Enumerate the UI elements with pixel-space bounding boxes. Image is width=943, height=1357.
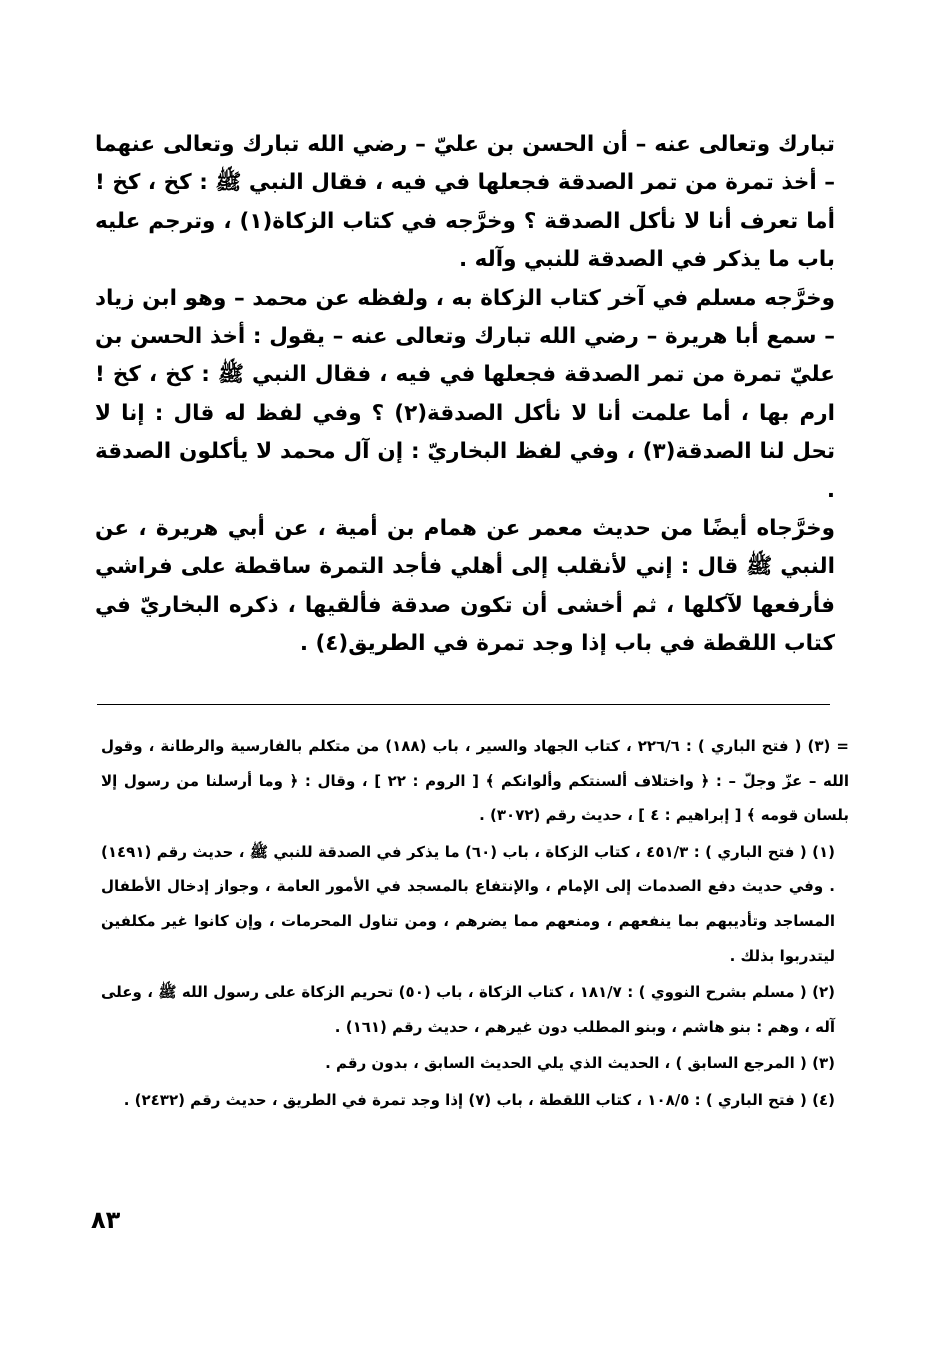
footnote: (١) ( فتح الباري ) : ٤٥١/٣ ، كتاب الزكاة ، باب (٦٠) ما يذكر في الصدقة للنبي ﷺ ، حديث رقم (١٤٩١) . وفي حديث دفع الصدمات إلى الإمام ، والإنتفاع بالمسجد في الأمور العامة ، وجواز إدخال الأطفال المساجد وتأديبهم بما ينفعهم ، ومنعهم مما يضرهم ، ومن تناول المحرمات ، وإن كانوا غير مكلفين ليتدربوا بذلك . bbox=[101, 842, 835, 965]
footnote: (٣) ( المرجع السابق ) ، الحديث الذي يلي الحديث السابق ، بدون رقم . bbox=[325, 1054, 835, 1073]
footnotes bbox=[101, 729, 849, 1118]
footnote: = (٣) ( فتح الباري ) : ٢٢٦/٦ ، كتاب الجهاد والسير ، باب (١٨٨) من متكلم بالفارسية والرطانة ، وقول الله – عزّ وجلّ – : ﴿ واختلاف ألسنتكم وألوانكم ﴾ [ الروم : ٢٢ ] ، وقال : ﴿ وما أرسلنا من رسول إلا بلسان قومه ﴾ [ إبراهيم : ٤ ] ، حديث رقم (٣٠٧٢) . bbox=[101, 737, 849, 825]
paragraph: وخرَّجه مسلم في آخر كتاب الزكاة به ، ولفظه عن محمد – وهو ابن زياد – سمع أبا هريرة – رضي الله تبارك وتعالى عنه – يقول : أخذ الحسن بن عليّ تمرة من تمر الصدقة فجعلها في فيه ، فقال النبي ﷺ : كخ ، كخ ! ارم بها ، أما علمت أنا لا نأكل الصدقة(٢) ؟ وفي لفظ له قال : إنا لا تحل لنا الصدقة(٣) ، وفي لفظ البخاريّ : إن آل محمد لا يأكلون الصدقة . bbox=[95, 285, 836, 503]
main-text bbox=[95, 126, 835, 664]
footnote-separator bbox=[97, 704, 830, 705]
paragraph: وخرَّجاه أيضًا من حديث معمر عن همام بن أمية ، عن أبي هريرة ، عن النبي ﷺ قال : إني لأنقلب إلى أهلي فأجد التمرة ساقطة على فراشي فأرفعها لآكلها ، ثم أخشى أن تكون صدقة فألقيها ، ذكره البخاريّ في كتاب اللقطة في باب إذا وجد تمرة في الطريق(٤) . bbox=[95, 516, 835, 657]
footnote: (٤) ( فتح الباري ) : ١٠٨/٥ ، كتاب اللقطة ، باب (٧) إذا وجد تمرة في الطريق ، حديث رقم (٢٤٣٢) . bbox=[123, 1090, 835, 1109]
paragraph: تبارك وتعالى عنه – أن الحسن بن عليّ – رضي الله تبارك وتعالى عنهما – أخذ تمرة من تمر الصدقة فجعلها في فيه ، فقال النبي ﷺ : كخ ، كخ ! أما تعرف أنا لا نأكل الصدقة ؟ وخرَّجه في كتاب الزكاة(١) ، وترجم عليه باب ما يذكر في الصدقة للنبي وآله . bbox=[95, 132, 835, 273]
page-number: ٨٣ bbox=[91, 1206, 121, 1234]
footnote: (٢) ( مسلم بشرح النووي ) : ١٨١/٧ ، كتاب الزكاة ، باب (٥٠) تحريم الزكاة على رسول الله ﷺ ، وعلى آله ، وهم : بنو هاشم ، وبنو المطلب دون غيرهم ، حديث رقم (١٦١) . bbox=[101, 983, 836, 1036]
